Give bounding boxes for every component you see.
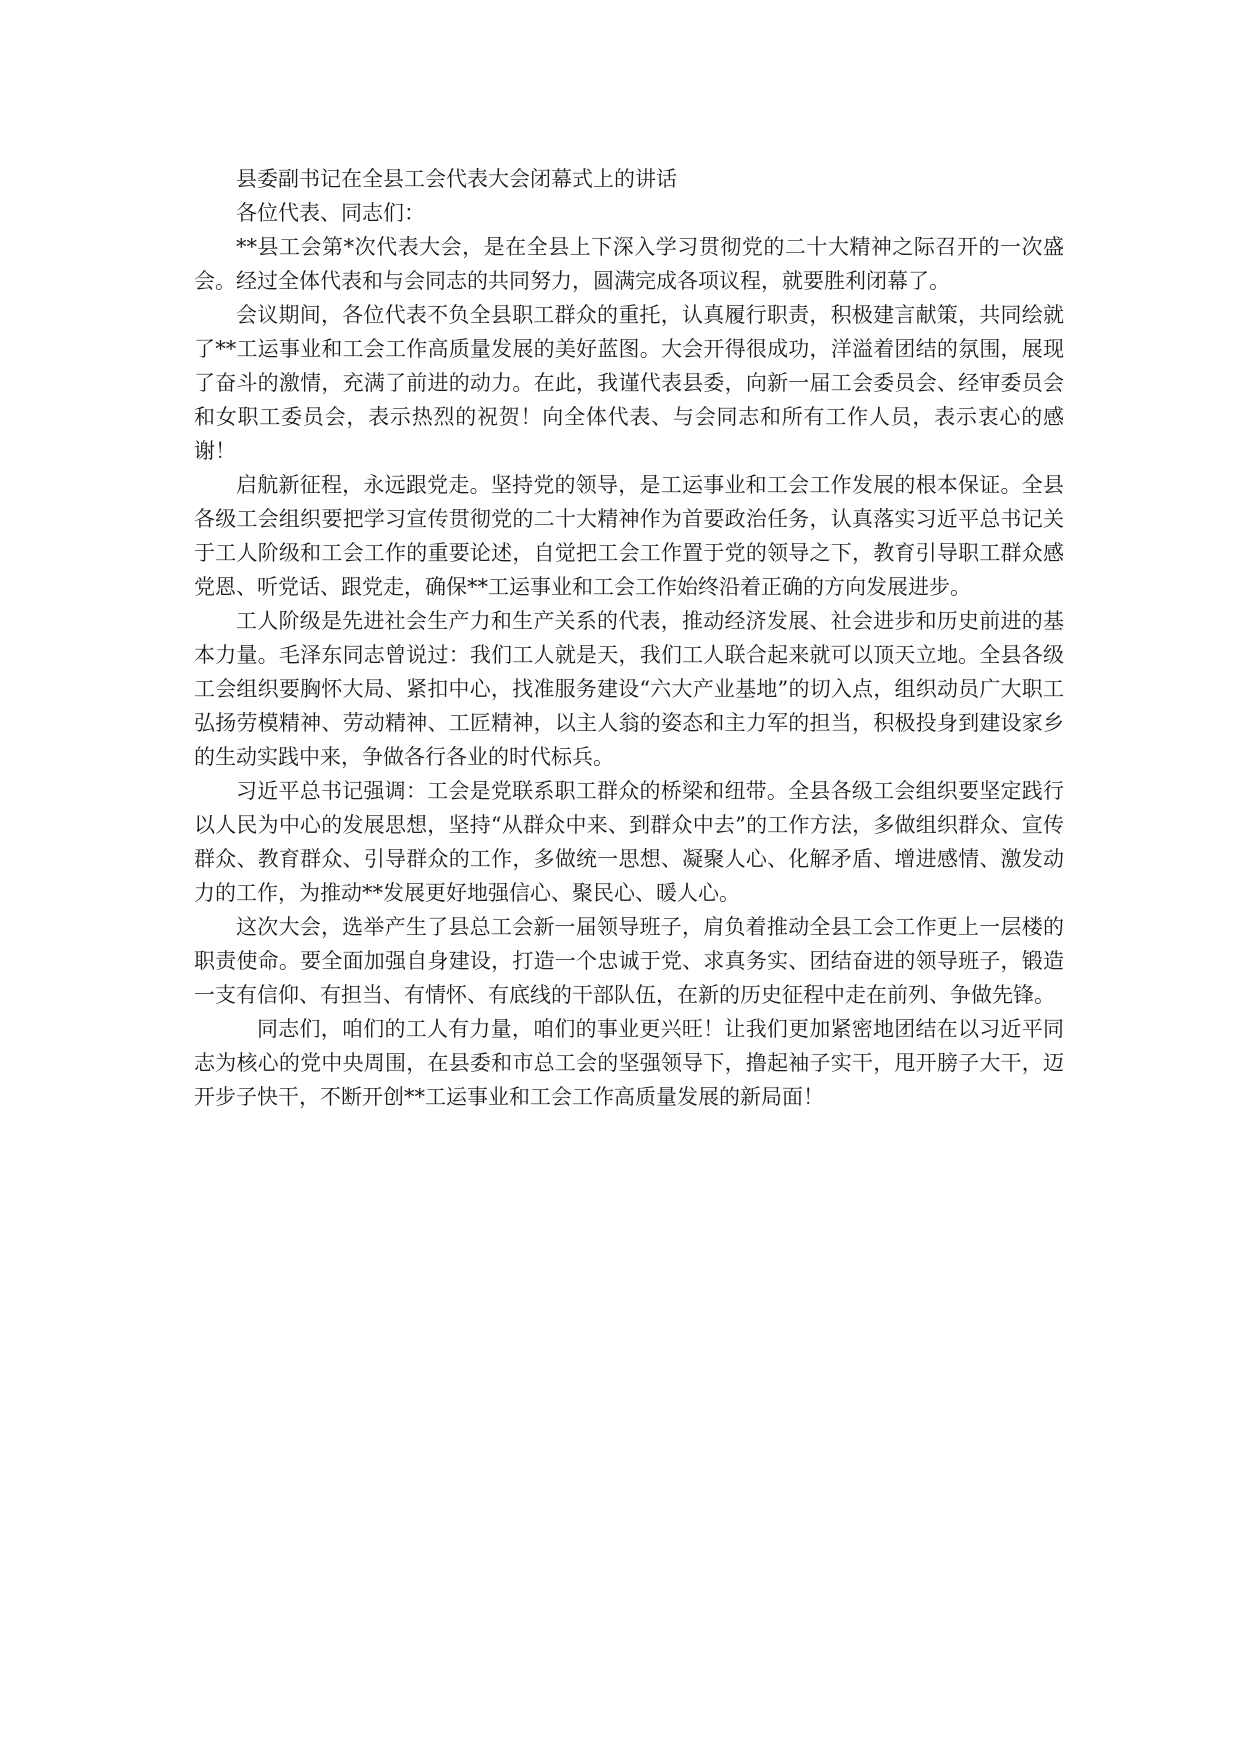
document-body: [194, 162, 1064, 1114]
salutation: 各位代表、同志们：: [236, 201, 425, 225]
paragraph-2: 会议期间，各位代表不负全县职工群众的重托，认真履行职责，积极建言献策，共同绘就了**工运事业和工会工作高质量发展的美好蓝图。大会开得很成功，洋溢着团结的氛围，展现了奋斗的激情，充满了前进的动力。在此，我谨代表县委，向新一届工会委员会、经审委员会和女职工委员会，表示热烈的祝贺！向全体代表、与会同志和所有工作人员，表示衷心的感谢！: [194, 303, 1064, 463]
paragraph-7: 同志们，咱们的工人有力量，咱们的事业更兴旺！让我们更加紧密地团结在以习近平同志为核心的党中央周围，在县委和市总工会的坚强领导下，撸起袖子实干，甩开膀子大干，迈开步子快干，不断开创**工运事业和工会工作高质量发展的新局面！: [194, 1017, 1064, 1109]
paragraph-6: 这次大会，选举产生了县总工会新一届领导班子，肩负着推动全县工会工作更上一层楼的职责使命。要全面加强自身建设，打造一个忠诚于党、求真务实、团结奋进的领导班子，锻造一支有信仰、有担当、有情怀、有底线的干部队伍，在新的历史征程中走在前列、争做先锋。: [194, 915, 1064, 1007]
document-title: 县委副书记在全县工会代表大会闭幕式上的讲话: [236, 167, 677, 191]
paragraph-4: 工人阶级是先进社会生产力和生产关系的代表，推动经济发展、社会进步和历史前进的基本力量。毛泽东同志曾说过：我们工人就是天，我们工人联合起来就可以顶天立地。全县各级工会组织要胸怀大局、紧扣中心，找准服务建设“六大产业基地”的切入点，组织动员广大职工弘扬劳模精神、劳动精神、工匠精神，以主人翁的姿态和主力军的担当，积极投身到建设家乡的生动实践中来，争做各行各业的时代标兵。: [194, 609, 1064, 769]
paragraph-1: **县工会第*次代表大会，是在全县上下深入学习贯彻党的二十大精神之际召开的一次盛会。经过全体代表和与会同志的共同努力，圆满完成各项议程，就要胜利闭幕了。: [194, 235, 1064, 293]
paragraph-3: 启航新征程，永远跟党走。坚持党的领导，是工运事业和工会工作发展的根本保证。全县各级工会组织要把学习宣传贯彻党的二十大精神作为首要政治任务，认真落实习近平总书记关于工人阶级和工会工作的重要论述，自觉把工会工作置于党的领导之下，教育引导职工群众感党恩、听党话、跟党走，确保**工运事业和工会工作始终沿着正确的方向发展进步。: [194, 473, 1064, 599]
paragraph-5: 习近平总书记强调：工会是党联系职工群众的桥梁和纽带。全县各级工会组织要坚定践行以人民为中心的发展思想，坚持“从群众中来、到群众中去”的工作方法，多做组织群众、宣传群众、教育群众、引导群众的工作，多做统一思想、凝聚人心、化解矛盾、增进感情、激发动力的工作，为推动**发展更好地强信心、聚民心、暖人心。: [194, 779, 1064, 905]
